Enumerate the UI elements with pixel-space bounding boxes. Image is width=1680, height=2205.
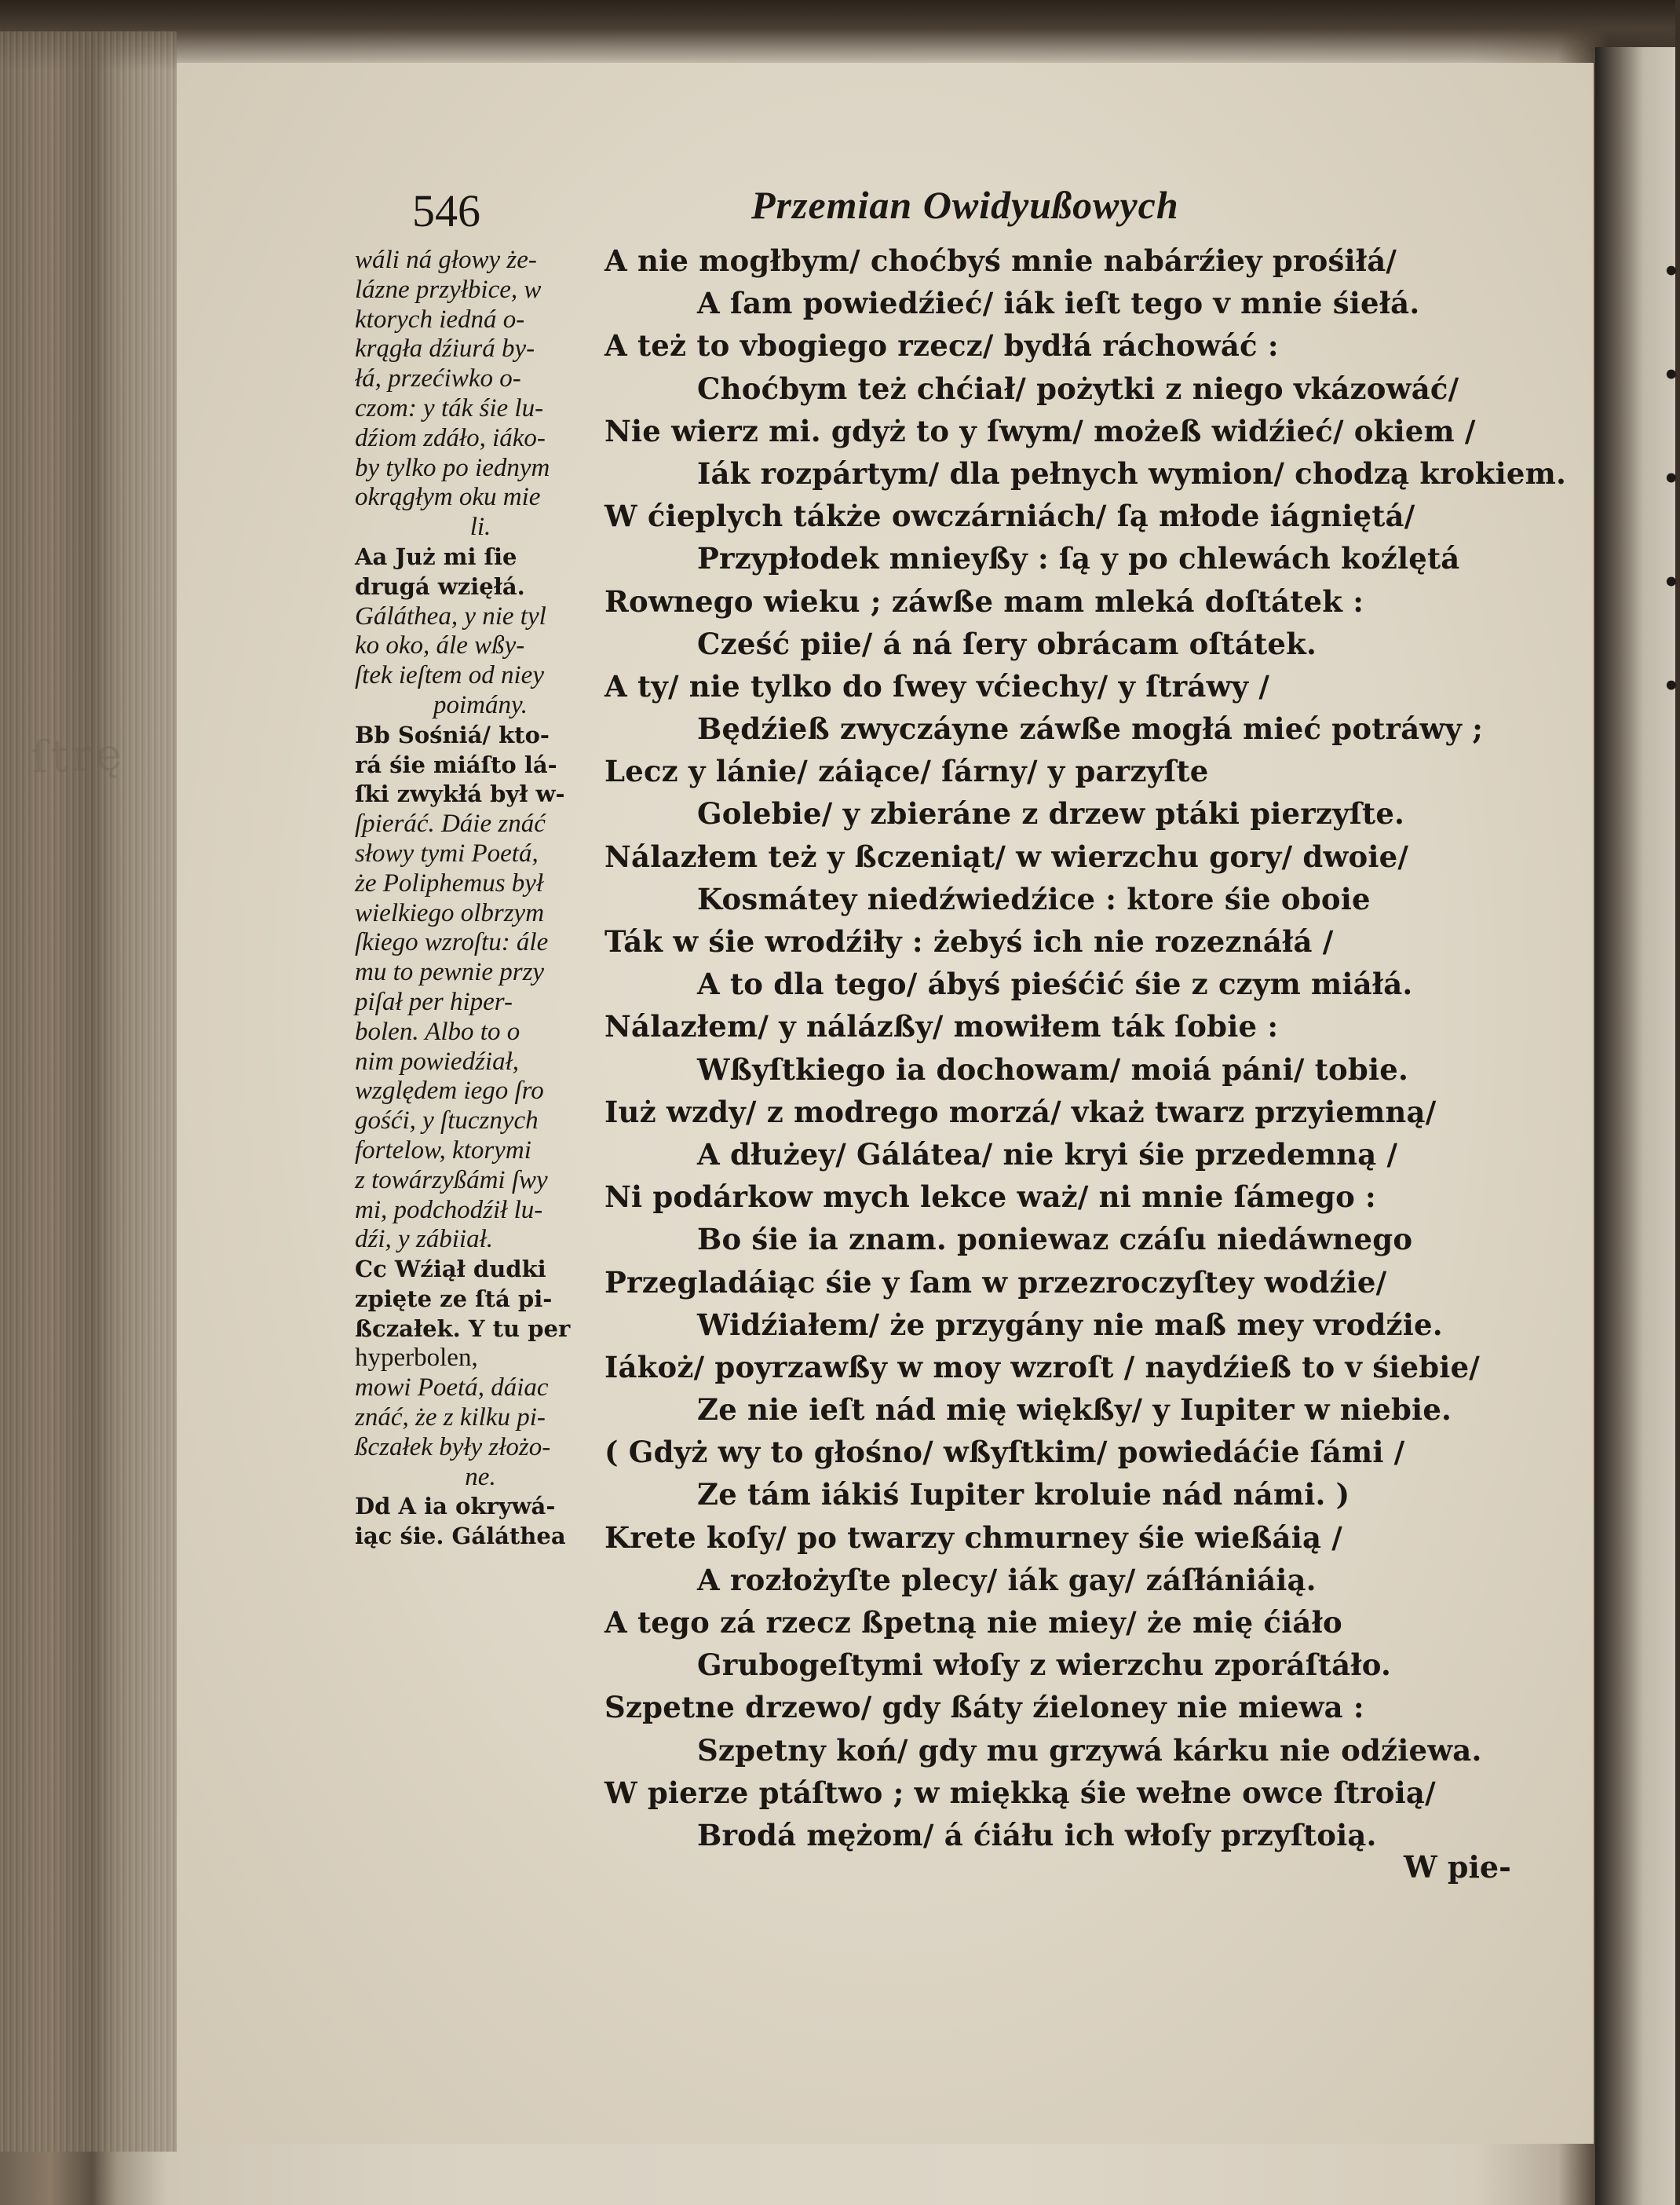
verse-line: A dłużey/ Gálátea/ nie kryi śie przedemną / bbox=[697, 1136, 1398, 1172]
margin-note-line: ßczałek były złożo- bbox=[355, 1432, 551, 1461]
verse-line: W ćieplych tákże owczárniách/ ſą młode iágniętá/ bbox=[604, 499, 1415, 534]
verse-line: Ze tám iákiś Iupiter kroluie nád námi. ) bbox=[697, 1477, 1350, 1512]
margin-note-line: Gáláthea, y nie tyl bbox=[355, 602, 546, 631]
verse-line: Choćbym też chćiał/ pożytki z niego vkázowáć/ bbox=[697, 371, 1459, 406]
margin-note-line: piſał per hiper- bbox=[355, 987, 513, 1016]
margin-note-line: by tylko po iednym bbox=[355, 453, 550, 482]
margin-note-line: wáli ná głowy że- bbox=[355, 246, 537, 274]
margin-note-line: Bb Sośniá/ kto- bbox=[355, 721, 550, 748]
verse-line: Wßyſtkiego ia dochowam/ moiá páni/ tobie. bbox=[697, 1051, 1409, 1087]
margin-note-line: iąc śie. Gáláthea bbox=[355, 1523, 566, 1550]
page-number: 546 bbox=[412, 185, 480, 236]
verse-line: Widźiałem/ że przygány nie maß mey vrodźie. bbox=[697, 1307, 1443, 1342]
margin-note-line: ne. bbox=[465, 1462, 496, 1491]
verse-line: Grubogeſtymi włoſy z wierzchu zporáſtáło. bbox=[697, 1647, 1392, 1683]
margin-note-line: poimány. bbox=[433, 690, 528, 719]
verse-line: Iákoż/ poyrzawßy w moy wzroſt / naydźieß to v śiebie/ bbox=[604, 1349, 1481, 1384]
verse-line: Szpetne drzewo/ gdy ßáty źieloney nie miewa : bbox=[604, 1690, 1364, 1725]
verse-line: Ták w śie wrodźiły : żebyś ich nie rozeznáłá / bbox=[604, 924, 1334, 959]
margin-note-line: zpięte ze ſtá pi- bbox=[355, 1285, 553, 1312]
verse-line: Cześć piie/ á ná ſery obrácam oſtátek. bbox=[697, 626, 1317, 661]
margin-note-line: wielkiego olbrzym bbox=[355, 898, 545, 927]
margin-note-line: ſpieráć. Dáie znáć bbox=[355, 810, 546, 839]
margin-note-line: ſkiego wzroſtu: ále bbox=[355, 928, 549, 957]
bleed-through-mark: ſtrę bbox=[30, 729, 126, 784]
verse-line: Iuż wzdy/ z modrego morzá/ vkaż twarz przyiemną/ bbox=[604, 1094, 1437, 1129]
verse-line: Nálazłem też y ßczeniąt/ w wierzchu gory/ dwoie/ bbox=[604, 839, 1409, 874]
margin-note-line: mu to pewnie przy bbox=[355, 958, 545, 987]
verse-line: Lecz y lánie/ záiące/ ſárny/ y parzyſte bbox=[604, 754, 1209, 789]
margin-note-line: drugá wzięłá. bbox=[355, 572, 525, 600]
verse-line: Krete koſy/ po twarzy chmurney śie wießáią / bbox=[604, 1519, 1342, 1555]
verse-line: A też to vbogiego rzecz/ bydłá ráchowáć : bbox=[604, 328, 1279, 364]
verse-line: Kosmátey niedźwiedźice : ktore śie oboie bbox=[697, 881, 1371, 916]
margin-notes bbox=[355, 246, 590, 1552]
top-shadow bbox=[0, 0, 1675, 71]
verse-line: W pierze ptáſtwo ; w miękką śie wełne owce ſtroią/ bbox=[604, 1775, 1436, 1810]
catchword: W pie- bbox=[1404, 1849, 1511, 1885]
margin-note-line: czom: y ták śie lu- bbox=[355, 393, 544, 422]
margin-note-line: bolen. Albo to o bbox=[355, 1017, 520, 1046]
page-edges bbox=[0, 31, 177, 2152]
verse-line: Rownego wieku ; záwße mam mleká doſtátek : bbox=[604, 583, 1364, 619]
margin-note-line: Aa Już mi ſie bbox=[355, 543, 517, 570]
margin-note-line: li. bbox=[469, 513, 491, 542]
margin-note-line: Dd A ia okrywá- bbox=[355, 1493, 556, 1520]
verse-line: Przypłodek mnieyßy : ſą y po chlewách koźlętá bbox=[697, 541, 1460, 576]
verse-line: A ſam powiedźieć/ iák ieſt tego v mnie śiełá. bbox=[697, 286, 1420, 321]
margin-note-line: z towárzyßámi ſwy bbox=[355, 1165, 548, 1194]
running-head: Przemian Owidyußowych bbox=[751, 183, 1179, 227]
verse-line: Brodá mężom/ á ćiáłu ich włoſy przyſtoią. bbox=[697, 1817, 1377, 1852]
margin-note-line: ko oko, ále wßy- bbox=[355, 631, 525, 660]
verse-line: ( Gdyż wy to głośno/ wßyſtkim/ powiedáćie ſámi / bbox=[604, 1435, 1405, 1470]
margin-note-line: znáć, że z kilku pi- bbox=[355, 1403, 546, 1432]
verse-line: A rozłożyſte plecy/ iák gay/ záſłániáią. bbox=[697, 1562, 1317, 1597]
verse-line: Golebie/ y zbieráne z drzew ptáki pierzyſte. bbox=[697, 796, 1405, 832]
verse-line: Ze nie ieſt nád mię więkßy/ y Iupiter w niebie. bbox=[697, 1392, 1452, 1428]
verse-line: A nie mogłbym/ choćbyś mnie nabárźiey prośiłá/ bbox=[604, 243, 1397, 278]
verse-text bbox=[604, 240, 1586, 1856]
margin-note-line: okrągłym oku mie bbox=[355, 483, 541, 512]
margin-note-line: mowi Poetá, dáiac bbox=[355, 1373, 549, 1402]
margin-note-line: ſki zwykłá był w- bbox=[355, 781, 565, 808]
margin-note-line: ßczałek. Y tu per bbox=[355, 1315, 571, 1342]
margin-note-line: Cc Wźiął dudki bbox=[355, 1256, 546, 1283]
margin-note-line: fortelow, ktorymi bbox=[355, 1135, 531, 1165]
margin-note-line: łá, przećiwko o- bbox=[355, 364, 521, 393]
margin-note-line: gośći, y ſtucznych bbox=[355, 1106, 539, 1135]
verse-line: A to dla tego/ ábyś pieśćić śie z czym miáłá. bbox=[697, 967, 1413, 1002]
right-page-fragment: • • • • • bbox=[1663, 256, 1680, 702]
verse-line: Ni podárkow mych lekce waż/ ni mnie ſámego : bbox=[604, 1179, 1376, 1215]
margin-note-line: mi, podchodźił lu- bbox=[355, 1195, 543, 1224]
verse-line: Szpetny koń/ gdy mu grzywá kárku nie odźiewa. bbox=[697, 1732, 1482, 1768]
verse-line: Nálazłem/ y nálázßy/ mowiłem ták ſobie : bbox=[604, 1009, 1279, 1044]
margin-note-line: ſtek ieſtem od niey bbox=[355, 661, 544, 690]
margin-note-line: krągła dźiurá by- bbox=[355, 335, 535, 364]
verse-line: A ty/ nie tylko do ſwey vćiechy/ y ſtráwy / bbox=[604, 668, 1270, 704]
margin-note-line: słowy tymi Poetá, bbox=[355, 839, 539, 868]
verse-line: Nie wierz mi. gdyż to y ſwym/ możeß widźieć/ okiem / bbox=[604, 413, 1476, 448]
verse-line: A tego zá rzecz ßpetną nie miey/ że mię ćiáło bbox=[604, 1605, 1342, 1640]
margin-note-line: hyperbolen, bbox=[355, 1344, 478, 1373]
verse-line: Bo śie ia znam. poniewaz czáſu niedáwnego bbox=[697, 1222, 1413, 1257]
margin-note-line: dźi, y zábiiał. bbox=[355, 1225, 494, 1254]
margin-note-line: dźiom zdáło, iáko- bbox=[355, 423, 546, 452]
verse-line: Będźieß zwyczáyne záwße mogłá mieć potráwy ; bbox=[697, 711, 1484, 747]
margin-note-line: rá śie miáſto lá- bbox=[355, 751, 557, 778]
margin-note-line: lázne przyłbice, w bbox=[355, 275, 542, 304]
verse-line: Iák rozpártym/ dla pełnych wymion/ chodzą krokiem. bbox=[697, 455, 1567, 491]
margin-note-line: ktorych iedná o- bbox=[355, 305, 525, 334]
margin-note-line: nim powiedźiał, bbox=[355, 1047, 520, 1076]
margin-note-line: względem iego ſro bbox=[355, 1077, 544, 1106]
margin-note-line: że Poliphemus był bbox=[355, 868, 544, 898]
verse-line: Przegladáiąc śie y ſam w przezroczyſtey wodźie/ bbox=[604, 1264, 1387, 1300]
